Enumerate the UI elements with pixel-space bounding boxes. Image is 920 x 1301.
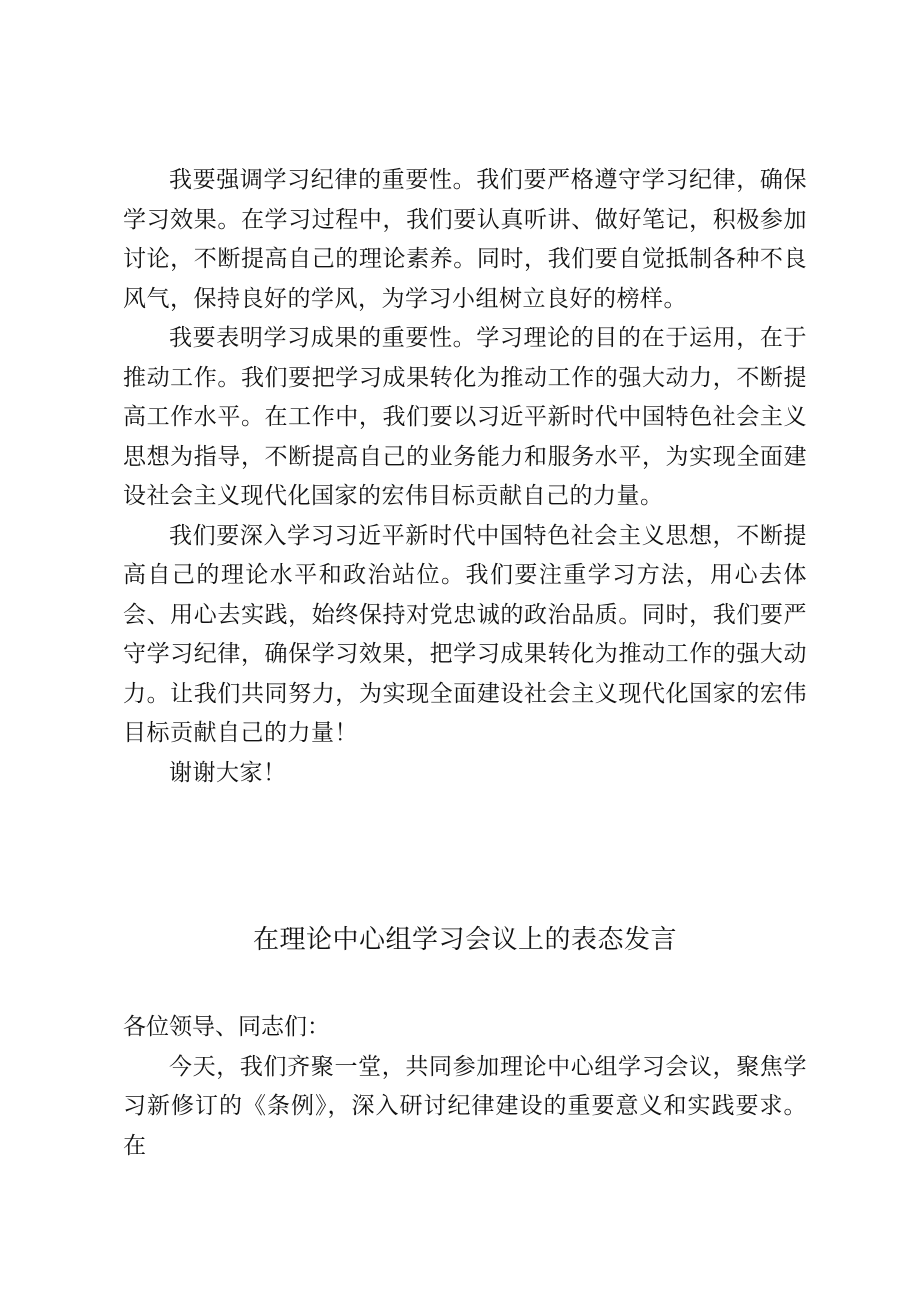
salutation: 各位领导、同志们： [123, 1014, 330, 1040]
paragraph-study-results: 我要表明学习成果的重要性。学习理论的目的在于运用，在于推动工作。我们要把学习成果转化为推动工作的强大动力，不断提高工作水平。在工作中，我们要以习近平新时代中国特色社会主义思想为指导，不断提高自己的业务能力和服务水平，为实现全面建设社会主义现代化国家的宏伟目标贡献自己的力量。 [123, 325, 807, 509]
speech-body-new [123, 1008, 807, 1166]
paragraph-thanks: 谢谢大家！ [169, 759, 287, 786]
paragraph-study-discipline: 我要强调学习纪律的重要性。我们要严格遵守学习纪律，确保学习效果。在学习过程中，我们要认真听讲、做好笔记，积极参加讨论，不断提高自己的理论素养。同时，我们要自觉抵制各种不良风气，保持良好的学风，为学习小组树立良好的榜样。 [123, 167, 807, 312]
paragraph-opening: 今天，我们齐聚一堂，共同参加理论中心组学习会议，聚焦学习新修订的《条例》，深入研讨纪律建设的重要意义和实践要求。在 [123, 1053, 807, 1159]
speech-body-previous [123, 161, 807, 793]
paragraph-conclusion: 我们要深入学习习近平新时代中国特色社会主义思想，不断提高自己的理论水平和政治站位。我们要注重学习方法，用心去体会、用心去实践，始终保持对党忠诚的政治品质。同时，我们要严守学习纪律，确保学习效果，把学习成果转化为推动工作的强大动力。让我们共同努力，为实现全面建设社会主义现代化国家的宏伟目标贡献自己的力量！ [123, 522, 807, 746]
speech-title: 在理论中心组学习会议上的表态发言 [252, 925, 677, 955]
